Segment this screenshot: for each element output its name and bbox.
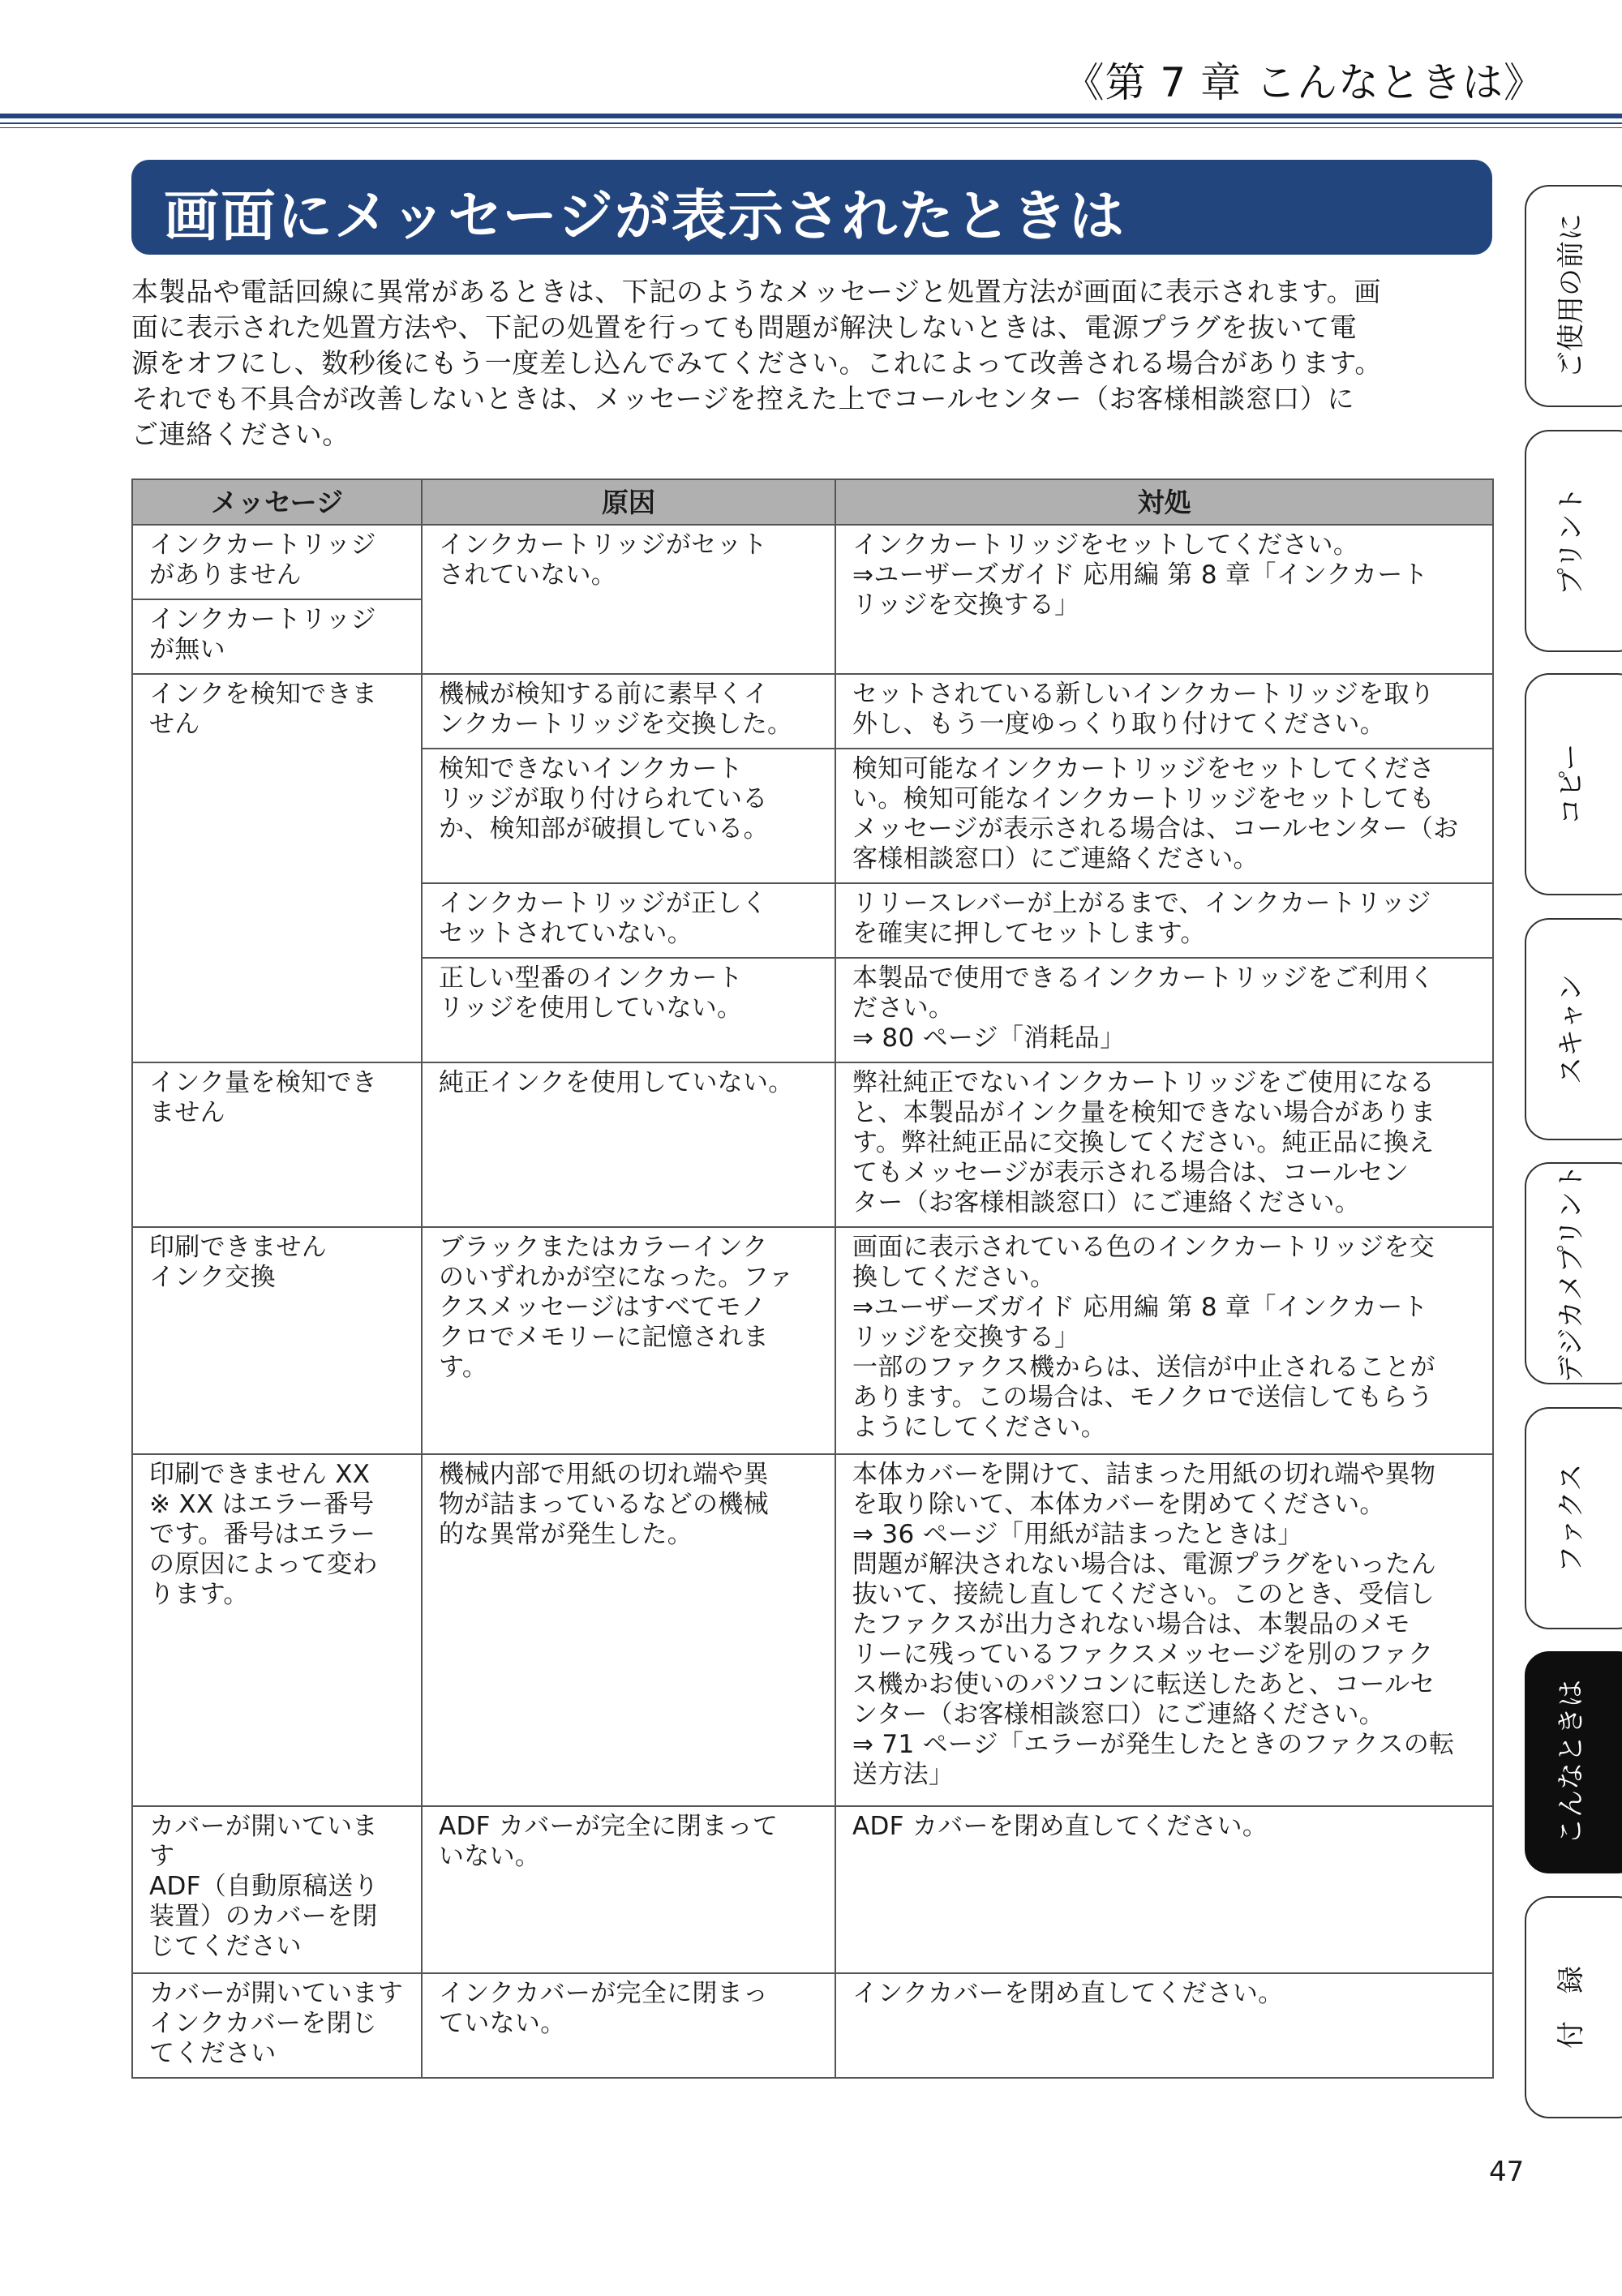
tab-troubleshooting[interactable] <box>1525 1651 1622 1873</box>
table-row <box>132 1454 1493 1806</box>
cause-cell: 正しい型番のインクカート リッジを使用していない。 <box>422 958 835 1062</box>
page-title: 画面にメッセージが表示されたときは <box>164 185 1126 249</box>
tab-label: 付 録 <box>1555 1966 1588 2049</box>
cause-cell: ADF カバーが完全に閉まって いない。 <box>422 1806 835 1973</box>
table-row <box>132 525 1493 599</box>
remedy-cell: 弊社純正でないインクカートリッジをご使用になる と、本製品がインク量を検知できない場合がありま す。弊社純正品に交換してください。純正品に換え てもメッセージが表示される場合は、コールセン ター（お客様相談窓口）にご連絡ください。 <box>835 1062 1493 1227</box>
message-table <box>131 479 1494 2079</box>
tab-label: ご使用の前に <box>1555 213 1588 379</box>
tab-fax[interactable] <box>1525 1407 1622 1629</box>
cause-cell: インクカートリッジがセット されていない。 <box>422 525 835 674</box>
remedy-cell: ADF カバーを閉め直してください。 <box>835 1806 1493 1973</box>
cause-cell: 検知できないインクカート リッジが取り付けられている か、検知部が破損している。 <box>422 749 835 883</box>
message-cell: 印刷できません XX ※ XX はエラー番号 です。番号はエラー の原因によって変わ ります。 <box>132 1454 422 1806</box>
tab-label: デジカメプリント <box>1555 1164 1588 1383</box>
title-banner <box>131 160 1492 255</box>
tab-label: ファクス <box>1555 1463 1588 1573</box>
table-row <box>132 1062 1493 1227</box>
intro-paragraph <box>131 274 1494 453</box>
remedy-cell: リリースレバーが上がるまで、インクカートリッジ を確実に押してセットします。 <box>835 883 1493 958</box>
chapter-header: 《第 7 章 こんなときは》 <box>1063 59 1545 106</box>
tab-label: こんなときは <box>1555 1680 1588 1845</box>
message-cell: 印刷できません インク交換 <box>132 1227 422 1454</box>
intro-line: ご連絡ください。 <box>131 418 350 450</box>
cause-cell: インクカバーが完全に閉まっ ていない。 <box>422 1973 835 2078</box>
header-rule <box>0 122 1622 124</box>
message-cell: インク量を検知でき ません <box>132 1062 422 1227</box>
tab-scan[interactable] <box>1525 918 1622 1140</box>
intro-line: それでも不具合が改善しないときは、メッセージを控えた上でコールセンター（お客様相談窓口）に <box>131 383 1355 414</box>
cause-cell: 機械内部で用紙の切れ端や異 物が詰まっているなどの機械 的な異常が発生した。 <box>422 1454 835 1806</box>
tab-photo-print[interactable] <box>1525 1162 1622 1384</box>
tab-before-use[interactable] <box>1525 185 1622 407</box>
message-cell: インクカートリッジ が無い <box>132 599 422 674</box>
message-cell: カバーが開いていま す ADF（自動原稿送り 装置）のカバーを閉 じてください <box>132 1806 422 1973</box>
page-number: 47 <box>1489 2156 1525 2188</box>
table-row <box>132 1973 1493 2078</box>
intro-line: 面に表示された処置方法や、下記の処置を行っても問題が解決しないときは、電源プラグを抜いて電 <box>131 311 1358 343</box>
table-row <box>132 1806 1493 1973</box>
tab-copy[interactable] <box>1525 673 1622 895</box>
intro-line: 本製品や電話回線に異常があるときは、下記のようなメッセージと処置方法が画面に表示されます。画 <box>131 276 1381 307</box>
tab-print[interactable] <box>1525 430 1622 652</box>
cause-cell: インクカートリッジが正しく セットされていない。 <box>422 883 835 958</box>
cause-cell: ブラックまたはカラーインク のいずれかが空になった。ファ クスメッセージはすべてモノ クロでメモリーに記憶されま す。 <box>422 1227 835 1454</box>
table-header-row <box>132 479 1493 525</box>
tab-label: プリント <box>1555 486 1588 596</box>
remedy-cell: 画面に表示されている色のインクカートリッジを交 換してください。 ⇒ユーザーズガイド 応用編 第 8 章「インクカート リッジを交換する」 一部のファクス機からは、送信が中止されることが あります。この場合は、モノクロで送信してもらう ようにしてください。 <box>835 1227 1493 1454</box>
table-row <box>132 674 1493 749</box>
remedy-cell: 本体カバーを開けて、詰まった用紙の切れ端や異物 を取り除いて、本体カバーを閉めてください。 ⇒ 36 ページ「用紙が詰まったときは」 問題が解決されない場合は、電源プラグをいったん 抜いて、接続し直してください。このとき、受信し たファクスが出力されない場合は、本製品のメモ リーに残っているファクスメッセージを別のファク ス機かお使いのパソコンに転送したあと、コールセ ンター（お客様相談窓口）にご連絡ください。 ⇒ 71 ページ「エラーが発生したときのファクスの転 送方法」 <box>835 1454 1493 1806</box>
column-header-remedy: 対処 <box>835 479 1493 525</box>
intro-line: 源をオフにし、数秒後にもう一度差し込んでみてください。これによって改善される場合があります。 <box>131 347 1382 379</box>
message-cell: インクカートリッジ がありません <box>132 525 422 599</box>
header-rule <box>0 127 1622 128</box>
cause-cell: 機械が検知する前に素早くイ ンクカートリッジを交換した。 <box>422 674 835 749</box>
header-rule <box>0 114 1622 118</box>
remedy-cell: 本製品で使用できるインクカートリッジをご利用く ださい。 ⇒ 80 ページ「消耗品」 <box>835 958 1493 1062</box>
message-cell: カバーが開いています インクカバーを閉じ てください <box>132 1973 422 2078</box>
column-header-cause: 原因 <box>422 479 835 525</box>
tab-appendix[interactable] <box>1525 1896 1622 2118</box>
tab-label: スキャン <box>1555 974 1588 1084</box>
cause-cell: 純正インクを使用していない。 <box>422 1062 835 1227</box>
message-cell: インクを検知できま せん <box>132 674 422 1062</box>
tab-label: コピー <box>1555 743 1588 826</box>
table-row <box>132 1227 1493 1454</box>
remedy-cell: インクカバーを閉め直してください。 <box>835 1973 1493 2078</box>
remedy-cell: インクカートリッジをセットしてください。 ⇒ユーザーズガイド 応用編 第 8 章「インクカート リッジを交換する」 <box>835 525 1493 674</box>
remedy-cell: セットされている新しいインクカートリッジを取り 外し、もう一度ゆっくり取り付けてください。 <box>835 674 1493 749</box>
remedy-cell: 検知可能なインクカートリッジをセットしてくださ い。検知可能なインクカートリッジをセットしても メッセージが表示される場合は、コールセンター（お 客様相談窓口）にご連絡ください。 <box>835 749 1493 883</box>
column-header-message: メッセージ <box>132 479 422 525</box>
